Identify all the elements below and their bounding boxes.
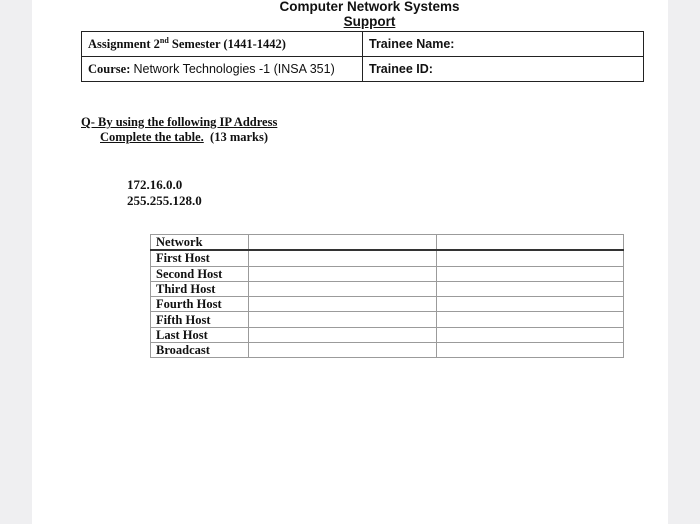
question-line-1: Q- By using the following IP Address: [81, 115, 278, 129]
question-instruction: Complete the table.: [100, 129, 204, 144]
table-row: [151, 312, 624, 327]
answer-cell[interactable]: [249, 343, 437, 358]
document-title: [236, 0, 503, 29]
title-line-1: Computer Network Systems: [279, 0, 460, 14]
table-row: [151, 235, 624, 251]
row-label: Broadcast: [151, 343, 249, 358]
table-row: [151, 327, 624, 342]
trainee-name-label: Trainee Name:: [369, 36, 455, 51]
row-label: Fifth Host: [151, 312, 249, 327]
row-label: Network: [151, 235, 249, 251]
subnet-mask: 255.255.128.0: [127, 193, 202, 208]
table-row: [151, 266, 624, 281]
answer-cell[interactable]: [249, 250, 437, 266]
question-marks: (13 marks): [203, 129, 269, 144]
answer-cell[interactable]: [249, 281, 437, 296]
trainee-id-label: Trainee ID:: [369, 61, 433, 76]
course-value: Network Technologies -1 (INSA 351): [133, 61, 335, 76]
row-label: Last Host: [151, 327, 249, 342]
answer-cell[interactable]: [437, 235, 624, 251]
assignment-suffix: Semester (1441-1442): [168, 37, 286, 52]
answer-cell[interactable]: [249, 297, 437, 312]
title-line-2: Support: [343, 13, 396, 29]
ip-block: [127, 177, 202, 209]
row-label: Third Host: [151, 281, 249, 296]
answer-cell[interactable]: [249, 312, 437, 327]
answer-cell[interactable]: [249, 327, 437, 342]
answer-cell[interactable]: [437, 250, 624, 266]
assignment-cell: [82, 32, 363, 57]
table-row: [151, 343, 624, 358]
answer-cell[interactable]: [249, 266, 437, 281]
question-block: [81, 115, 277, 144]
answer-cell[interactable]: [437, 343, 624, 358]
question-line-2: [81, 130, 277, 145]
row-label: Fourth Host: [151, 297, 249, 312]
row-label: Second Host: [151, 266, 249, 281]
ip-address: 172.16.0.0: [127, 177, 183, 192]
trainee-name-cell: [363, 32, 644, 57]
header-row-1: [82, 32, 644, 57]
answer-cell[interactable]: [437, 297, 624, 312]
row-label: First Host: [151, 250, 249, 266]
answer-table: [150, 234, 624, 358]
answer-cell[interactable]: [437, 266, 624, 281]
answer-cell[interactable]: [437, 281, 624, 296]
answer-cell[interactable]: [437, 327, 624, 342]
header-row-2: [82, 57, 644, 82]
answer-cell[interactable]: [249, 235, 437, 251]
table-row: [151, 281, 624, 296]
header-table: [81, 31, 644, 82]
course-cell: [82, 57, 363, 82]
assignment-ordinal: nd: [159, 35, 169, 45]
course-label: Course:: [88, 61, 134, 76]
assignment-prefix: Assignment 2: [88, 37, 160, 52]
trainee-id-cell: [363, 57, 644, 82]
table-row: [151, 297, 624, 312]
answer-cell[interactable]: [437, 312, 624, 327]
table-row: [151, 250, 624, 266]
